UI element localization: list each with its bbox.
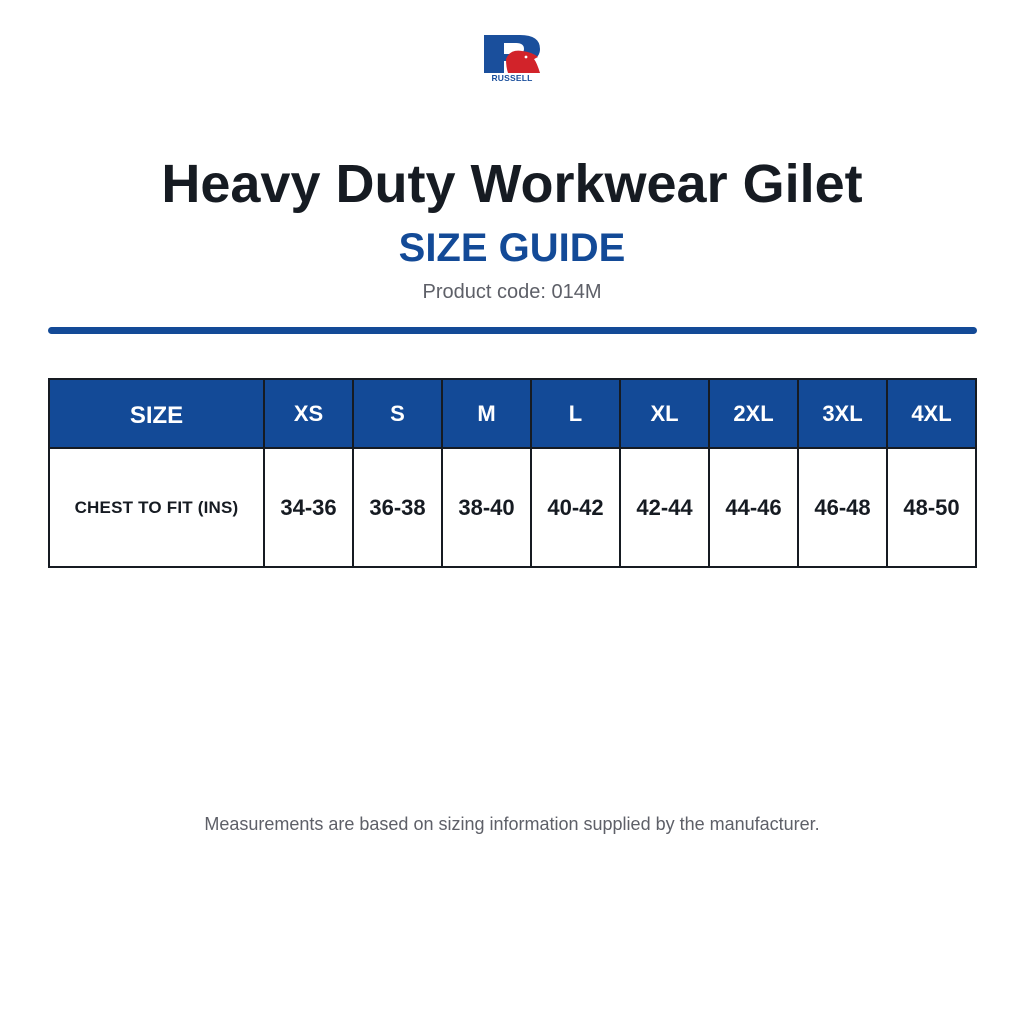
russell-wordmark: RUSSELL bbox=[491, 73, 533, 83]
page-subtitle: SIZE GUIDE bbox=[398, 226, 626, 270]
measurement-cell: 48-50 bbox=[887, 448, 976, 567]
footer-note: Measurements are based on sizing information supplied by the manufacturer. bbox=[204, 814, 820, 834]
product-code: Product code: 014M bbox=[422, 281, 602, 303]
measurement-cell: 34-36 bbox=[264, 448, 353, 567]
size-header-row bbox=[49, 379, 976, 448]
size-header-cell: 2XL bbox=[709, 379, 798, 448]
russell-logo bbox=[482, 33, 542, 83]
page-title: Heavy Duty Workwear Gilet bbox=[161, 154, 863, 214]
divider bbox=[48, 327, 977, 334]
russell-r-icon bbox=[482, 33, 542, 73]
measurement-cell: 40-42 bbox=[531, 448, 620, 567]
measurement-cell: 38-40 bbox=[442, 448, 531, 567]
size-header-cell: XS bbox=[264, 379, 353, 448]
size-header-cell: 4XL bbox=[887, 379, 976, 448]
size-header-cell: M bbox=[442, 379, 531, 448]
row-label: CHEST TO FIT (INS) bbox=[49, 448, 264, 567]
table-row bbox=[49, 448, 976, 567]
measurement-cell: 46-48 bbox=[798, 448, 887, 567]
measurement-cell: 44-46 bbox=[709, 448, 798, 567]
measurement-cell: 36-38 bbox=[353, 448, 442, 567]
size-header-cell: 3XL bbox=[798, 379, 887, 448]
size-header-cell: S bbox=[353, 379, 442, 448]
size-table bbox=[48, 378, 977, 568]
size-header-cell: XL bbox=[620, 379, 709, 448]
measurement-cell: 42-44 bbox=[620, 448, 709, 567]
size-header-cell: L bbox=[531, 379, 620, 448]
size-header-label: SIZE bbox=[49, 379, 264, 448]
